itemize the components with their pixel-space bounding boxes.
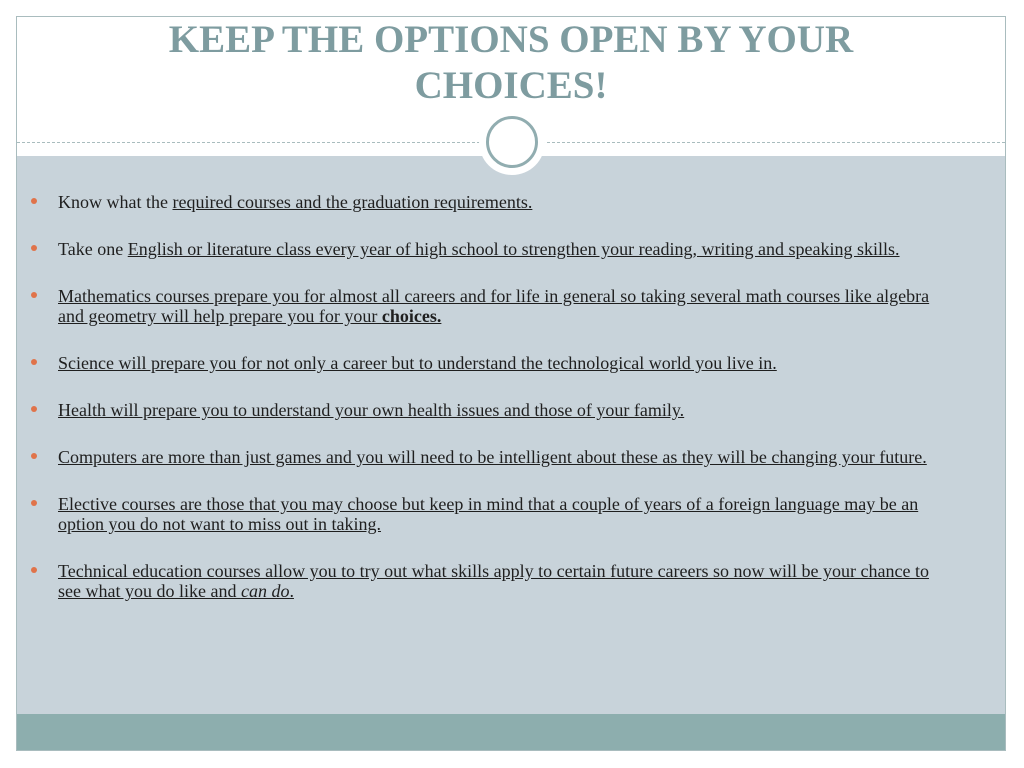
bullet-computers	[30, 447, 950, 467]
bullet-link[interactable]: Mathematics courses prepare you for almost all careers and for life in general so taking several math courses like algebra and geometry will help prepare you for your	[58, 286, 930, 326]
ornament-circle-icon	[479, 109, 545, 175]
bullet-link-end[interactable]: .	[289, 581, 294, 601]
bullet-mathematics	[30, 286, 950, 326]
bullet-link[interactable]: required courses and the graduation requirements.	[172, 192, 533, 212]
round-bullet-icon	[31, 359, 37, 365]
round-bullet-icon	[31, 245, 37, 251]
bullet-list	[30, 192, 950, 628]
bullet-link[interactable]: Science will prepare you for not only a career but to understand the technological world you live in.	[58, 353, 777, 373]
bullet-link[interactable]: Technical education courses allow you to try out what skills apply to certain future careers so now will be your chance to see what you do like and	[58, 561, 929, 601]
bullet-required-courses	[30, 192, 950, 212]
round-bullet-icon	[31, 453, 37, 459]
bullet-link[interactable]: English or literature class every year of high school to strengthen your reading, writing and speaking skills.	[127, 239, 900, 259]
bullet-link-bold[interactable]: choices.	[381, 306, 442, 326]
slide-title: KEEP THE OPTIONS OPEN BY YOUR CHOICES!	[168, 18, 854, 107]
bullet-electives	[30, 494, 950, 534]
bullet-health	[30, 400, 950, 420]
bullet-text: Know what the	[58, 192, 173, 212]
round-bullet-icon	[31, 406, 37, 412]
bullet-link-italic[interactable]: can do	[240, 581, 290, 601]
bullet-link[interactable]: Computers are more than just games and you will need to be intelligent about these as they will be changing your future.	[58, 447, 927, 467]
bullet-technical-education	[30, 561, 950, 601]
round-bullet-icon	[31, 292, 37, 298]
round-bullet-icon	[31, 567, 37, 573]
bullet-text: Take one	[58, 239, 128, 259]
footer-band	[17, 714, 1005, 750]
circle-ring-icon	[486, 116, 538, 168]
round-bullet-icon	[31, 198, 37, 204]
bullet-english	[30, 239, 950, 259]
bullet-link[interactable]: Health will prepare you to understand your own health issues and those of your family.	[58, 400, 685, 420]
bullet-link[interactable]: Elective courses are those that you may choose but keep in mind that a couple of years of a foreign language may be an option you do not want to miss out in taking.	[58, 494, 919, 534]
bullet-science	[30, 353, 950, 373]
round-bullet-icon	[31, 500, 37, 506]
